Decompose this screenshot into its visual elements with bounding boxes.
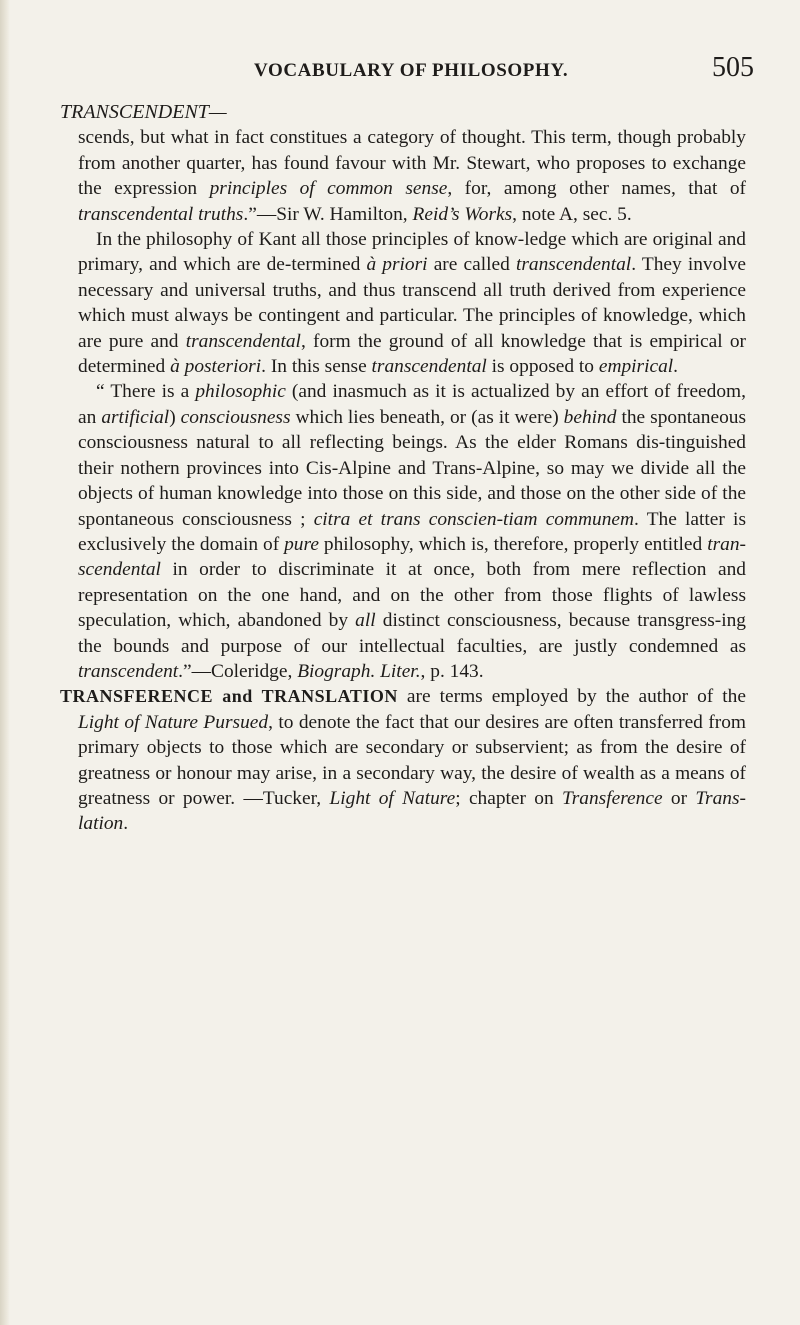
text-run: . xyxy=(673,356,679,378)
body-text xyxy=(60,100,746,837)
paragraph-coleridge-quote xyxy=(78,379,746,684)
italic-text-run: artificial xyxy=(101,406,170,428)
page-number: 505 xyxy=(712,52,754,83)
text-run: , for, among other names, that of xyxy=(447,178,746,200)
italic-text-run: Trans-lation xyxy=(78,787,746,835)
text-run: are terms employed by the author of the xyxy=(397,686,746,708)
text-run: In the philosophy of Kant all those principles of know-ledge which are original and primary, and which are de-termined xyxy=(78,229,746,276)
text-run: .”—Coleridge, xyxy=(178,660,298,682)
text-run: . The latter is exclusively the domain of xyxy=(78,508,746,555)
italic-text-run: philosophic xyxy=(195,381,286,403)
italic-text-run: citra et trans conscien-tiam communem xyxy=(313,508,635,530)
italic-text-run: empirical xyxy=(598,356,674,378)
italic-text-run: transcendental xyxy=(515,254,632,276)
text-run: .”—Sir W. Hamilton, xyxy=(243,203,413,225)
italic-text-run: Light of Nature Pursued xyxy=(78,711,269,733)
italic-text-run: principles of common sense xyxy=(209,178,448,200)
paragraph-kant xyxy=(78,227,746,379)
running-head xyxy=(60,52,754,100)
text-run: , p. 143. xyxy=(420,660,484,682)
text-run: (and inasmuch as it is actualized by an effort of freedom, an xyxy=(78,381,746,428)
book-page xyxy=(60,52,754,837)
italic-text-run: consciousness xyxy=(180,406,291,428)
text-run: . They involve necessary and universal truths, and thus transcend all truth derived from experience which must always be contingent and particular. The principles of knowledge, which are pure and xyxy=(78,254,746,352)
italic-text-run: behind xyxy=(563,406,617,428)
italic-text-run: tran-scendental xyxy=(78,533,746,581)
italic-text-run: Reid’s Works xyxy=(412,203,513,225)
continued-entry-heading: TRANSCENDENT— xyxy=(60,101,227,123)
text-run: scends, but what in fact constitues a category of thought. This term, though probably from another quarter, has found favour with Mr. Stewart, who proposes to exchange the expression xyxy=(78,127,746,200)
text-run: are called xyxy=(427,254,516,276)
text-run: , form the ground of all knowledge that is empirical or determined xyxy=(78,330,746,378)
text-run: or xyxy=(662,787,696,809)
text-run: is opposed to xyxy=(486,356,599,378)
italic-text-run: pure xyxy=(284,533,319,555)
text-run: philosophy, which is, therefore, properly entitled xyxy=(318,533,708,555)
paragraph-continuation xyxy=(60,125,746,227)
text-run: ) xyxy=(169,406,181,428)
text-run: ; chapter on xyxy=(455,787,563,809)
italic-text-run: à priori xyxy=(366,254,428,276)
italic-text-run: all xyxy=(355,610,376,632)
text-run: . In this sense xyxy=(261,356,372,378)
italic-text-run: à posteriori xyxy=(170,356,262,378)
page-edge-shadow xyxy=(0,0,10,1325)
text-run: which lies beneath, or (as it were) xyxy=(290,406,564,428)
text-run: the spontaneous consciousness natural to all reflecting beings. As the elder Romans dis-tinguished their nothern provinces into Cis-Alpine and Trans-Alpine, so may we divide all the objects of human knowledge into those on this side, and those on the other side of the spontaneous consciousness ; xyxy=(78,406,747,530)
running-head-title: VOCABULARY OF PHILOSOPHY. xyxy=(254,60,569,81)
text-run: in order to discriminate it at once, both from mere reflection and representation on the one hand, and on the other from those flights of lawless speculation, which, abandoned by xyxy=(78,559,746,632)
italic-text-run: transcendent xyxy=(78,660,179,682)
text-run: . xyxy=(123,813,129,835)
italic-text-run: transcendental xyxy=(371,356,487,378)
italic-text-run: Transference xyxy=(562,787,663,809)
italic-text-run: Biograph. Liter. xyxy=(297,660,421,682)
text-run: , note A, sec. 5. xyxy=(512,203,632,225)
italic-text-run: transcendental truths xyxy=(78,203,244,225)
text-run: distinct consciousness, because transgress-ing the bounds and purpose of our intellectual faculties, are justly condemned as xyxy=(78,610,746,657)
italic-text-run: transcendental xyxy=(185,330,301,352)
text-run: , to denote the fact that our desires are often transferred from primary objects to those which are secondary or subservient; as from the desire of greatness or honour may arise, in a secondary way, the desire of wealth as a means of greatness or power. —Tucker, xyxy=(78,711,746,809)
entry-transference xyxy=(60,684,746,836)
text-run: “ There is a xyxy=(96,381,196,403)
entry-headword: TRANSFERENCE and TRANSLATION xyxy=(60,686,398,707)
italic-text-run: Light of Nature xyxy=(329,787,456,809)
